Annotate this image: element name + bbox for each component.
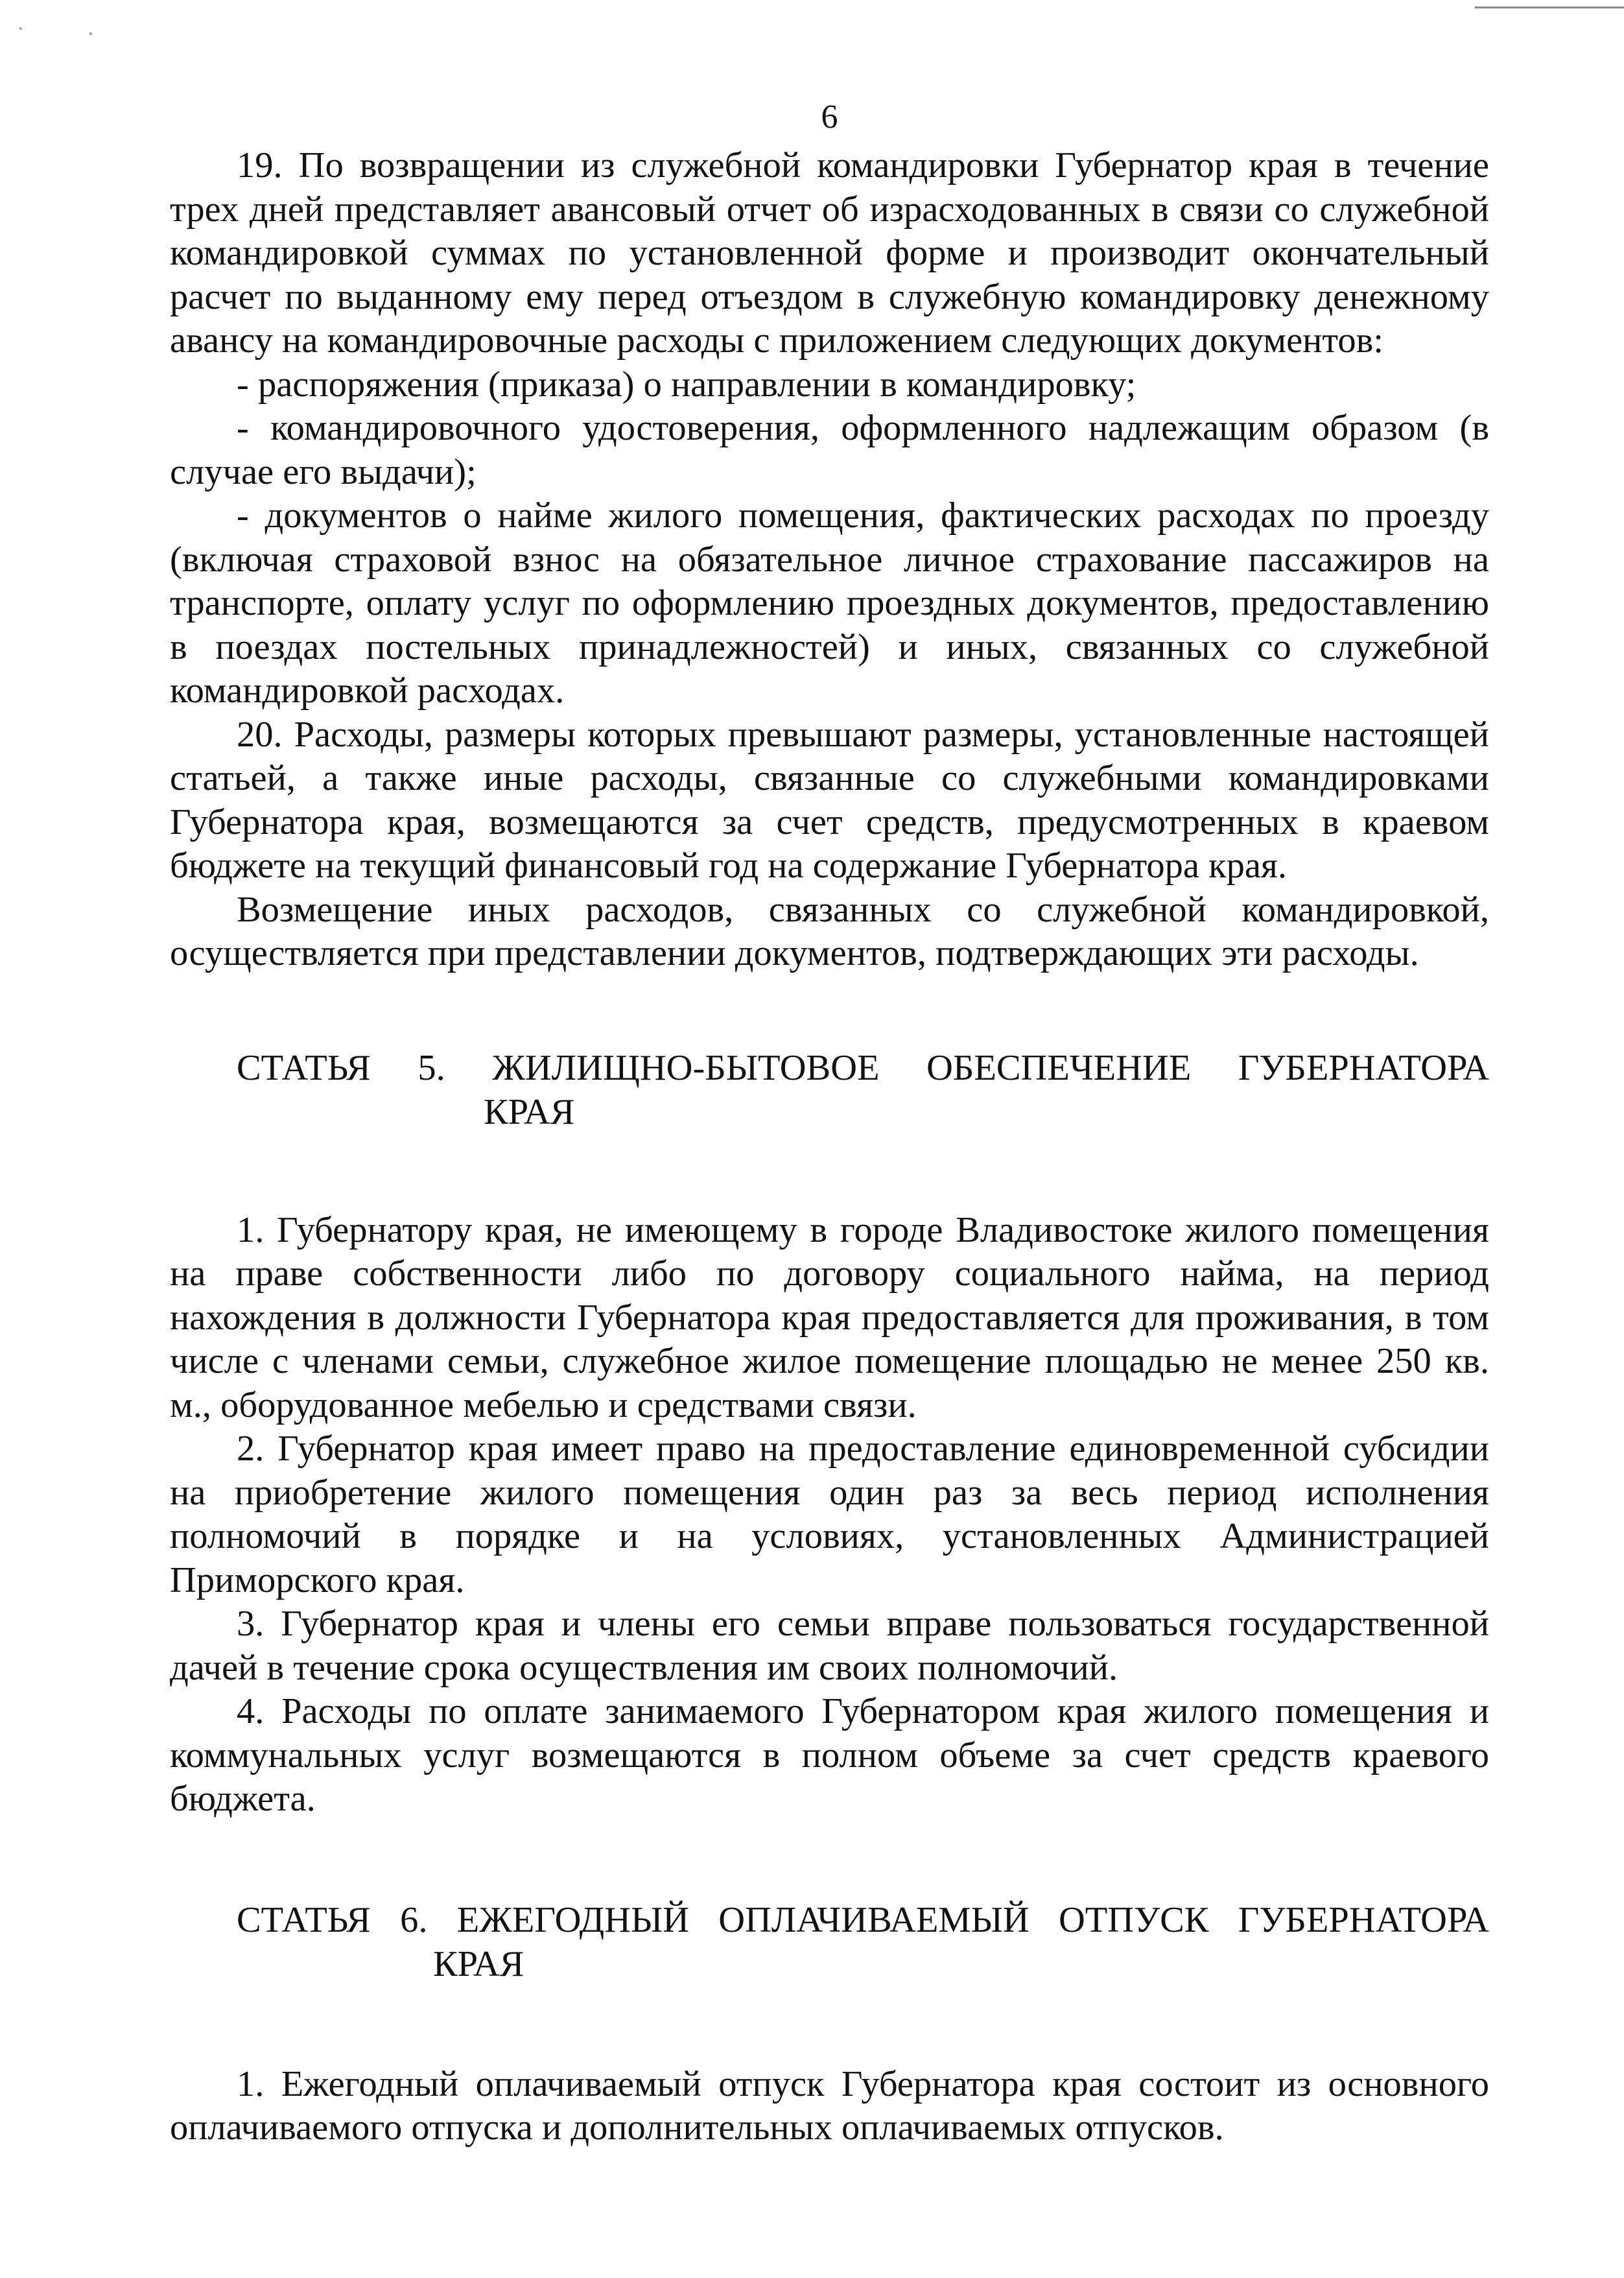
article-5-heading-line-2: КРАЯ <box>484 1091 575 1132</box>
document-page <box>170 0 1489 2278</box>
page-number: 6 <box>821 99 838 136</box>
scan-speck <box>19 27 22 30</box>
paragraph-19-item-1: - распоряжения (приказа) о направлении в командировку; <box>237 364 1136 405</box>
article-6-heading-line-2: КРАЯ <box>433 1943 524 1984</box>
paragraph-19: 19. По возвращении из служебной командировки Губернатор края в течение трех дней представляет авансовый отчет об израсходованных в связи со служебной командировкой суммах по установленной форме и производит окончательный расчет по выданному ему перед отъездом в служебную командировку денежному авансу на командировочные расходы с приложением следующих документов: <box>170 145 1489 361</box>
document-body <box>170 144 1489 2150</box>
article-6-item-1: 1. Ежегодный оплачиваемый отпуск Губернатора края состоит из основного оплачиваемого отпуска и дополнительных оплачиваемых отпусков. <box>170 2063 1489 2148</box>
article-5-item-4: 4. Расходы по оплате занимаемого Губернатором края жилого помещения и коммунальных услуг возмещаются в полном объеме за счет средств краевого бюджета. <box>170 1691 1489 1819</box>
scan-edge-line <box>1475 6 1624 8</box>
scan-speck <box>89 32 92 35</box>
article-5-item-1: 1. Губернатору края, не имеющему в городе Владивостоке жилого помещения на праве собственности либо по договору социального найма, на период нахождения в должности Губернатора края предоставляется для проживания, в том числе с членами семьи, служебное жилое помещение площадью не менее 250 кв. м., оборудованное мебелью и средствами связи. <box>170 1209 1489 1425</box>
article-5-item-2: 2. Губернатор края имеет право на предоставление единовременной субсидии на приобретение жилого помещения один раз за весь период исполнения полномочий в порядке и на условиях, установленных Администрацией Приморского края. <box>170 1429 1489 1600</box>
article-5-item-3: 3. Губернатор края и члены его семьи вправе пользоваться государственной дачей в течение срока осуществления им своих полномочий. <box>170 1604 1489 1688</box>
article-5-heading-line-1: СТАТЬЯ 5. ЖИЛИЩНО-БЫТОВОЕ ОБЕСПЕЧЕНИЕ ГУБЕРНАТОРА <box>237 1047 1489 1088</box>
paragraph-20: 20. Расходы, размеры которых превышают размеры, установленные настоящей статьей, а также иные расходы, связанные со служебными командировками Губернатора края, возмещаются за счет средств, предусмотренных в краевом бюджете на текущий финансовый год на содержание Губернатора края. <box>170 714 1489 886</box>
paragraph-19-item-3: - документов о найме жилого помещения, фактических расходах по проезду (включая страховой взнос на обязательное личное страхование пассажиров на транспорте, оплату услуг по оформлению проездных документов, предоставлению в поездах постельных принадлежностей) и иных, связанных со служебной командировкой расходах. <box>170 495 1489 711</box>
article-5-heading <box>170 1046 1489 1134</box>
paragraph-19-item-2: - командировочного удостоверения, оформленного надлежащим образом (в случае его выдачи); <box>170 408 1489 492</box>
article-6-heading-line-1: СТАТЬЯ 6. ЕЖЕГОДНЫЙ ОПЛАЧИВАЕМЫЙ ОТПУСК ГУБЕРНАТОРА <box>237 1899 1489 1940</box>
paragraph-20-continuation: Возмещение иных расходов, связанных со служебной командировкой, осуществляется при представлении документов, подтверждающих эти расходы. <box>170 889 1489 973</box>
article-6-heading <box>170 1898 1489 1986</box>
